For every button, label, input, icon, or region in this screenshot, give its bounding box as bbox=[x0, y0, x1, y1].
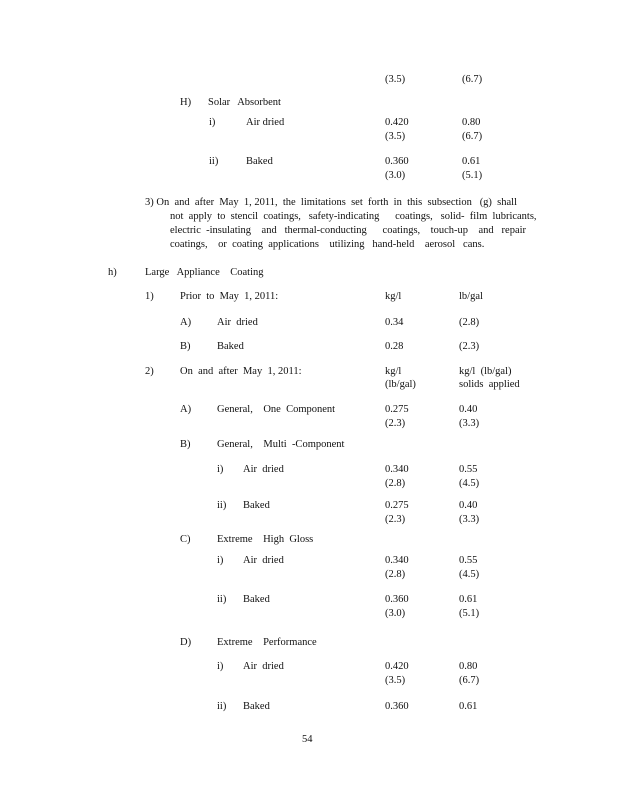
lb-value: 0.80 bbox=[462, 117, 481, 128]
kg-sub-value: (2.3) bbox=[385, 418, 406, 429]
column-header-kg: kg/l bbox=[385, 291, 402, 302]
lb-value: (2.3) bbox=[459, 341, 480, 352]
page-number: 54 bbox=[302, 734, 313, 745]
item-label: Extreme Performance bbox=[217, 637, 317, 648]
kg-value: 0.275 bbox=[385, 404, 409, 415]
lb-value: (6.7) bbox=[462, 74, 483, 85]
kg-sub-value: (2.3) bbox=[385, 514, 406, 525]
item-label: Air dried bbox=[217, 317, 258, 328]
kg-value: 0.340 bbox=[385, 555, 409, 566]
kg-value: 0.360 bbox=[385, 701, 409, 712]
subitem-label: Baked bbox=[243, 594, 270, 605]
kg-value: (3.5) bbox=[385, 74, 406, 85]
subitem-label: Baked bbox=[243, 701, 270, 712]
lb-sub-value: (6.7) bbox=[462, 131, 483, 142]
item-marker: A) bbox=[180, 404, 192, 415]
kg-value: 0.420 bbox=[385, 117, 409, 128]
paragraph-line: not apply to stencil coatings, safety-indicating coatings, solid- film lubricants, bbox=[170, 211, 537, 222]
item-marker: D) bbox=[180, 637, 192, 648]
lb-value: 0.61 bbox=[459, 701, 478, 712]
subitem-marker: i) bbox=[209, 117, 216, 128]
item-label: General, Multi -Component bbox=[217, 439, 345, 450]
lb-value: 0.55 bbox=[459, 464, 478, 475]
subitem-marker: ii) bbox=[217, 500, 227, 511]
exemption-paragraph bbox=[145, 196, 540, 252]
kg-value: 0.28 bbox=[385, 341, 404, 352]
lb-value: 0.61 bbox=[462, 156, 481, 167]
lb-value: 0.40 bbox=[459, 404, 478, 415]
column-header-kg: kg/l bbox=[385, 366, 402, 377]
kg-sub-value: (2.8) bbox=[385, 569, 406, 580]
lb-value: (2.8) bbox=[459, 317, 480, 328]
subsection-marker: 2) bbox=[145, 366, 154, 377]
subitem-label: Air dried bbox=[246, 117, 285, 128]
item-label: General, One Component bbox=[217, 404, 336, 415]
item-marker: H) bbox=[180, 97, 192, 108]
lb-sub-value: (4.5) bbox=[459, 478, 480, 489]
subitem-marker: ii) bbox=[209, 156, 219, 167]
subitem-label: Baked bbox=[246, 156, 273, 167]
column-header-lb-sub: solids applied bbox=[459, 379, 520, 390]
paragraph-line: coatings, or coating applications utilizing hand-held aerosol cans. bbox=[170, 239, 485, 250]
lb-sub-value: (3.3) bbox=[459, 514, 480, 525]
subitem-marker: i) bbox=[217, 555, 224, 566]
kg-value: 0.360 bbox=[385, 594, 409, 605]
item-marker: B) bbox=[180, 341, 191, 352]
kg-sub-value: (3.0) bbox=[385, 170, 406, 181]
lb-sub-value: (5.1) bbox=[459, 608, 480, 619]
lb-value: 0.40 bbox=[459, 500, 478, 511]
lb-sub-value: (4.5) bbox=[459, 569, 480, 580]
lb-sub-value: (6.7) bbox=[459, 675, 480, 686]
subitem-marker: ii) bbox=[217, 594, 227, 605]
subitem-label: Air dried bbox=[243, 464, 284, 475]
item-label: Baked bbox=[217, 341, 244, 352]
subitem-marker: i) bbox=[217, 661, 224, 672]
section-title: Large Appliance Coating bbox=[145, 267, 264, 278]
item-marker: C) bbox=[180, 534, 191, 545]
kg-value: 0.340 bbox=[385, 464, 409, 475]
subitem-marker: i) bbox=[217, 464, 224, 475]
kg-sub-value: (3.5) bbox=[385, 675, 406, 686]
lb-sub-value: (3.3) bbox=[459, 418, 480, 429]
column-header-lb: kg/l (lb/gal) bbox=[459, 366, 512, 377]
column-header-lb: lb/gal bbox=[459, 291, 483, 302]
kg-sub-value: (3.5) bbox=[385, 131, 406, 142]
subitem-marker: ii) bbox=[217, 701, 227, 712]
lb-sub-value: (5.1) bbox=[462, 170, 483, 181]
kg-sub-value: (2.8) bbox=[385, 478, 406, 489]
section-marker: h) bbox=[108, 267, 117, 278]
subitem-label: Baked bbox=[243, 500, 270, 511]
lb-value: 0.80 bbox=[459, 661, 478, 672]
subitem-label: Air dried bbox=[243, 555, 284, 566]
item-title: Solar Absorbent bbox=[208, 97, 281, 108]
item-marker: B) bbox=[180, 439, 191, 450]
subitem-label: Air dried bbox=[243, 661, 284, 672]
subsection-marker: 1) bbox=[145, 291, 154, 302]
kg-value: 0.420 bbox=[385, 661, 409, 672]
kg-value: 0.34 bbox=[385, 317, 404, 328]
subsection-label: Prior to May 1, 2011: bbox=[180, 291, 279, 302]
kg-value: 0.275 bbox=[385, 500, 409, 511]
kg-value: 0.360 bbox=[385, 156, 409, 167]
column-header-kg-sub: (lb/gal) bbox=[385, 379, 416, 390]
kg-sub-value: (3.0) bbox=[385, 608, 406, 619]
item-label: Extreme High Gloss bbox=[217, 534, 314, 545]
paragraph-line: electric -insulating and thermal-conducting coatings, touch-up and repair bbox=[170, 225, 527, 236]
item-marker: A) bbox=[180, 317, 192, 328]
paragraph-line: 3) On and after May 1, 2011, the limitations set forth in this subsection (g) shall bbox=[145, 197, 518, 208]
lb-value: 0.55 bbox=[459, 555, 478, 566]
lb-value: 0.61 bbox=[459, 594, 478, 605]
subsection-label: On and after May 1, 2011: bbox=[180, 366, 302, 377]
